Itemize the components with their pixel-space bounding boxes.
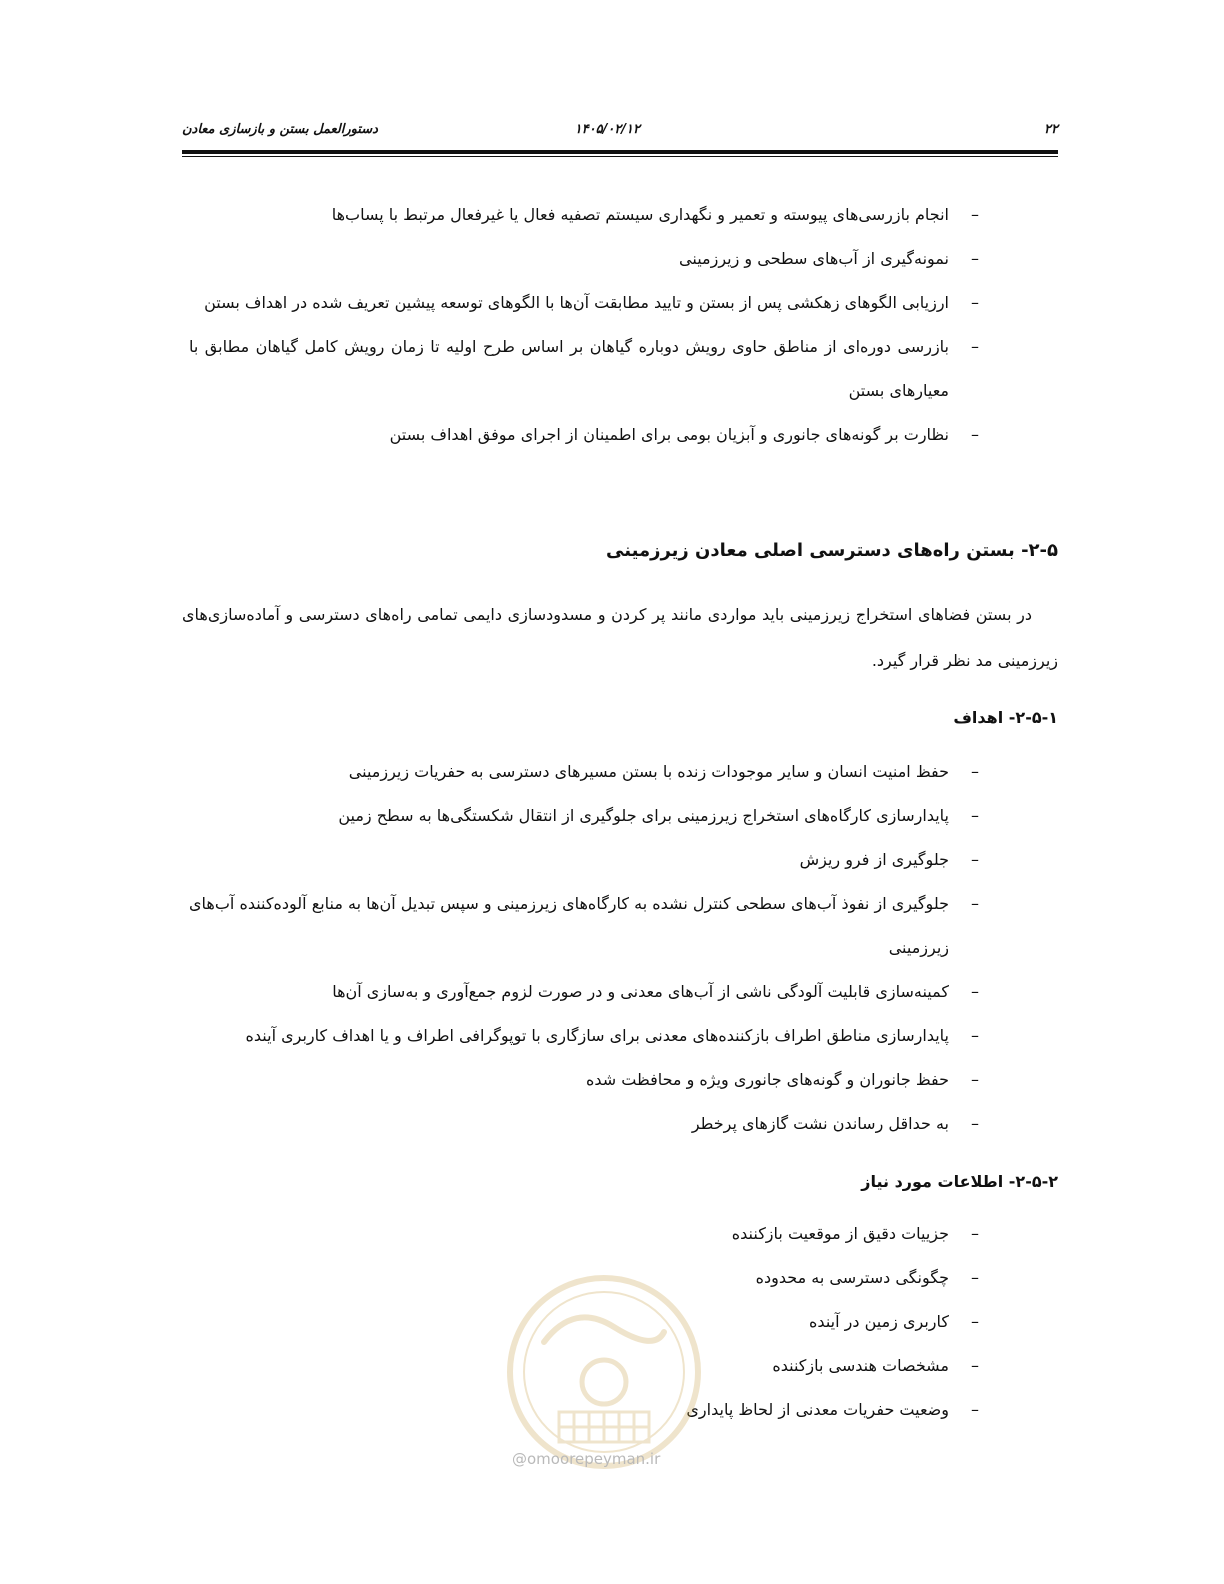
list-item: – پایدارسازی مناطق اطراف بازکننده‌های معدنی برای سازگاری با توپوگرافی اطراف و یا اهداف کاربری آینده (189, 1014, 979, 1058)
list-item: – به حداقل رساندن نشت گازهای پرخطر (189, 1102, 979, 1146)
list-item: – انجام بازرسی‌های پیوسته و تعمیر و نگهداری سیستم تصفیه فعال یا غیرفعال مرتبط با پساب‌ها (189, 193, 979, 237)
header-title: دستورالعمل بستن و بازسازی معادن (182, 122, 378, 137)
list-item: – جزییات دقیق از موقعیت بازکننده (479, 1212, 979, 1256)
watermark-logo-icon (504, 1272, 704, 1472)
list-item: – نظارت بر گونه‌های جانوری و آبزیان بومی برای اطمینان از اجرای موفق اهداف بستن (189, 413, 979, 457)
list-item: – کمینه‌سازی قابلیت آلودگی ناشی از آب‌های معدنی و در صورت لزوم جمع‌آوری و به‌سازی آن‌ها (189, 970, 979, 1014)
section-paragraph: در بستن فضاهای استخراج زیرزمینی باید مواردی مانند پر کردن و مسدودسازی دایمی تمامی راه‌های دسترسی و آماده‌سازی‌های زیرزمینی مد نظر قرار گیرد. (182, 605, 1058, 670)
subsection-heading-info: ۲-۵-۲- اطلاعات مورد نیاز (861, 1172, 1058, 1191)
list-item: – ارزیابی الگوهای زهکشی پس از بستن و تایید مطابقت آن‌ها با الگوهای توسعه پیشین تعریف شده در اهداف بستن (189, 281, 979, 325)
list-item: – کاربری زمین در آینده (479, 1300, 979, 1344)
list-item: – مشخصات هندسی بازکننده (479, 1344, 979, 1388)
page-number: ۲۲ (1044, 122, 1058, 137)
header-rule-thick (182, 150, 1058, 154)
list-item: – بازرسی دوره‌ای از مناطق حاوی رویش دوباره گیاهان بر اساس طرح اولیه تا زمان رویش کامل گیاهان مطابق با معیارهای بستن (189, 325, 979, 413)
list-item: – جلوگیری از نفوذ آب‌های سطحی کنترل نشده به کارگاه‌های زیرزمینی و سپس تبدیل آن‌ها به منابع آلوده‌کننده آب‌های زیرزمینی (189, 882, 979, 970)
watermark-text: @omoorepeyman.ir (512, 1450, 661, 1468)
list-item: – وضعیت حفریات معدنی از لحاظ پایداری (479, 1388, 979, 1432)
monitoring-list (189, 193, 979, 457)
subsection-heading-goals: ۲-۵-۱- اهداف (953, 708, 1058, 727)
list-item: – حفظ جانوران و گونه‌های جانوری ویژه و محافظت شده (189, 1058, 979, 1102)
list-item: – نمونه‌گیری از آب‌های سطحی و زیرزمینی (189, 237, 979, 281)
section-heading: ۲-۵- بستن راه‌های دسترسی اصلی معادن زیرزمینی (606, 540, 1058, 561)
list-item: – چگونگی دسترسی به محدوده (479, 1256, 979, 1300)
goals-list (189, 750, 979, 1146)
list-item: – حفظ امنیت انسان و سایر موجودات زنده با بستن مسیرهای دسترسی به حفریات زیرزمینی (189, 750, 979, 794)
page-header (182, 118, 1058, 146)
header-rule-thin (182, 156, 1058, 157)
header-date: ۱۴۰۵/۰۲/۱۲ (574, 122, 640, 137)
list-item: – پایدارسازی کارگاه‌های استخراج زیرزمینی برای جلوگیری از انتقال شکستگی‌ها به سطح زمین (189, 794, 979, 838)
list-item: – جلوگیری از فرو ریزش (189, 838, 979, 882)
